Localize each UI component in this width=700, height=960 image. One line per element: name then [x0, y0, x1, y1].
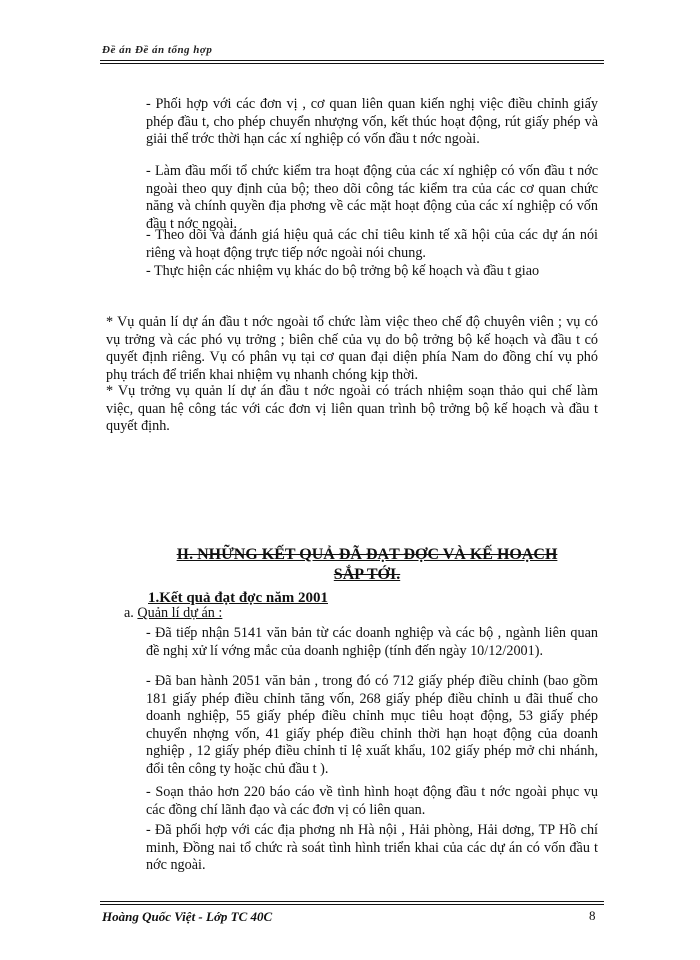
footer-author: Hoàng Quốc Việt - Lớp TC 40C: [102, 909, 273, 924]
bullet-paragraph: - Thực hiện các nhiệm vụ khác do bộ trởng bộ kế hoạch và đầu t giao: [146, 263, 540, 279]
bullet-paragraph: - Phối hợp với các đơn vị , cơ quan liên quan kiến nghị việc điều chỉnh giấy phép đầu t, cho phép chuyển nhượng vốn, kết thúc hoạt động, rút giấy phép và giải thể trớc thời hạn các xí nghiệp có vốn đầu t nớc ngoài.: [146, 96, 598, 147]
bullet-paragraph: - Theo dõi và đánh giá hiệu quả các chỉ tiêu kinh tế xã hội của các dự án nói riêng và hoạt động trực tiếp nớc ngoài nói chung.: [146, 227, 598, 261]
section-title: [138, 545, 596, 585]
result-paragraph: - Đã ban hành 2051 văn bản , trong đó có 712 giấy phép điều chỉnh (bao gồm 181 giấy phép điều chỉnh tăng vốn, 268 giấy phép điều chỉnh u đãi thuế cho doanh nghiệp, 55 giấy phép điều chỉnh mục tiêu hoạt động, 53 giấy phép chuyển nhợng vốn, 41 giấy phép điều chỉnh thời hạn hoạt động của doanh nghiệp , 12 giấy phép điều chỉnh tỉ lệ xuất khẩu, 102 giấy phép mở chi nhánh, đổi tên công ty hoặc chủ đầu t ).: [146, 673, 598, 777]
star-paragraph: * Vụ trởng vụ quản lí dự án đầu t nớc ngoài có trách nhiệm soạn thảo qui chế làm việc, quan hệ công tác với các đơn vị liên quan trình bộ trởng bộ kế hoạch và đầu t quyết định.: [106, 383, 598, 434]
subsection-prefix: a.: [124, 605, 134, 621]
star-paragraph: * Vụ quản lí dự án đầu t nớc ngoài tổ chức làm việc theo chế độ chuyên viên ; vụ có vụ trởng và các phó vụ trởng ; biên chế của vụ do bộ trởng bộ kế hoạch và đầu t có quyết định riêng. Vụ có phân vụ tại cơ quan đại diện phía Nam do đồng chí vụ phó phụ trách để triển khai nhiệm vụ nhanh chóng kịp thời.: [106, 314, 598, 383]
page-number: 8: [589, 908, 596, 923]
subsection-title: Quản lí dự án :: [137, 605, 223, 621]
header-divider: [100, 60, 604, 61]
section-title-line2: SẮP TỚI.: [333, 566, 401, 583]
bullet-paragraph: - Làm đầu mối tổ chức kiểm tra hoạt động của các xí nghiệp có vốn đầu t nớc ngoài theo quy định của bộ; theo dõi công tác kiểm tra của các cơ quan chức năng và chính quyền địa phơng về các mặt hoạt động của các xí nghiệp có vốn đầu t nớc ngoài.: [146, 163, 598, 232]
footer-divider: [100, 904, 604, 905]
footer-divider-thin: [100, 901, 604, 902]
subheading: 1.Kết quả đạt đợc năm 2001: [148, 590, 328, 606]
running-header: Đề án Đề án tổng hợp: [102, 44, 213, 56]
result-paragraph: - Đã phối hợp với các địa phơng nh Hà nội , Hải phòng, Hải dơng, TP Hồ chí minh, Đồng nai tổ chức rà soát tình hình triển khai của các dự án có vốn đầu t nớc ngoài.: [146, 822, 598, 873]
header-divider-thin: [100, 63, 604, 64]
subsection-label: [124, 605, 222, 622]
result-paragraph: - Đã tiếp nhận 5141 văn bản từ các doanh nghiệp và các bộ , ngành liên quan đề nghị xử lí vớng mắc của doanh nghiệp (tính đến ngày 10/12/2001).: [146, 625, 598, 659]
section-title-line1: II. NHỮNG KẾT QUẢ ĐÃ ĐẠT ĐỢC VÀ KẾ HOẠCH: [176, 546, 558, 563]
result-paragraph: - Soạn thảo hơn 220 báo cáo về tình hình hoạt động đầu t nớc ngoài phục vụ các đồng chí lãnh đạo và các đơn vị có liên quan.: [146, 784, 598, 818]
